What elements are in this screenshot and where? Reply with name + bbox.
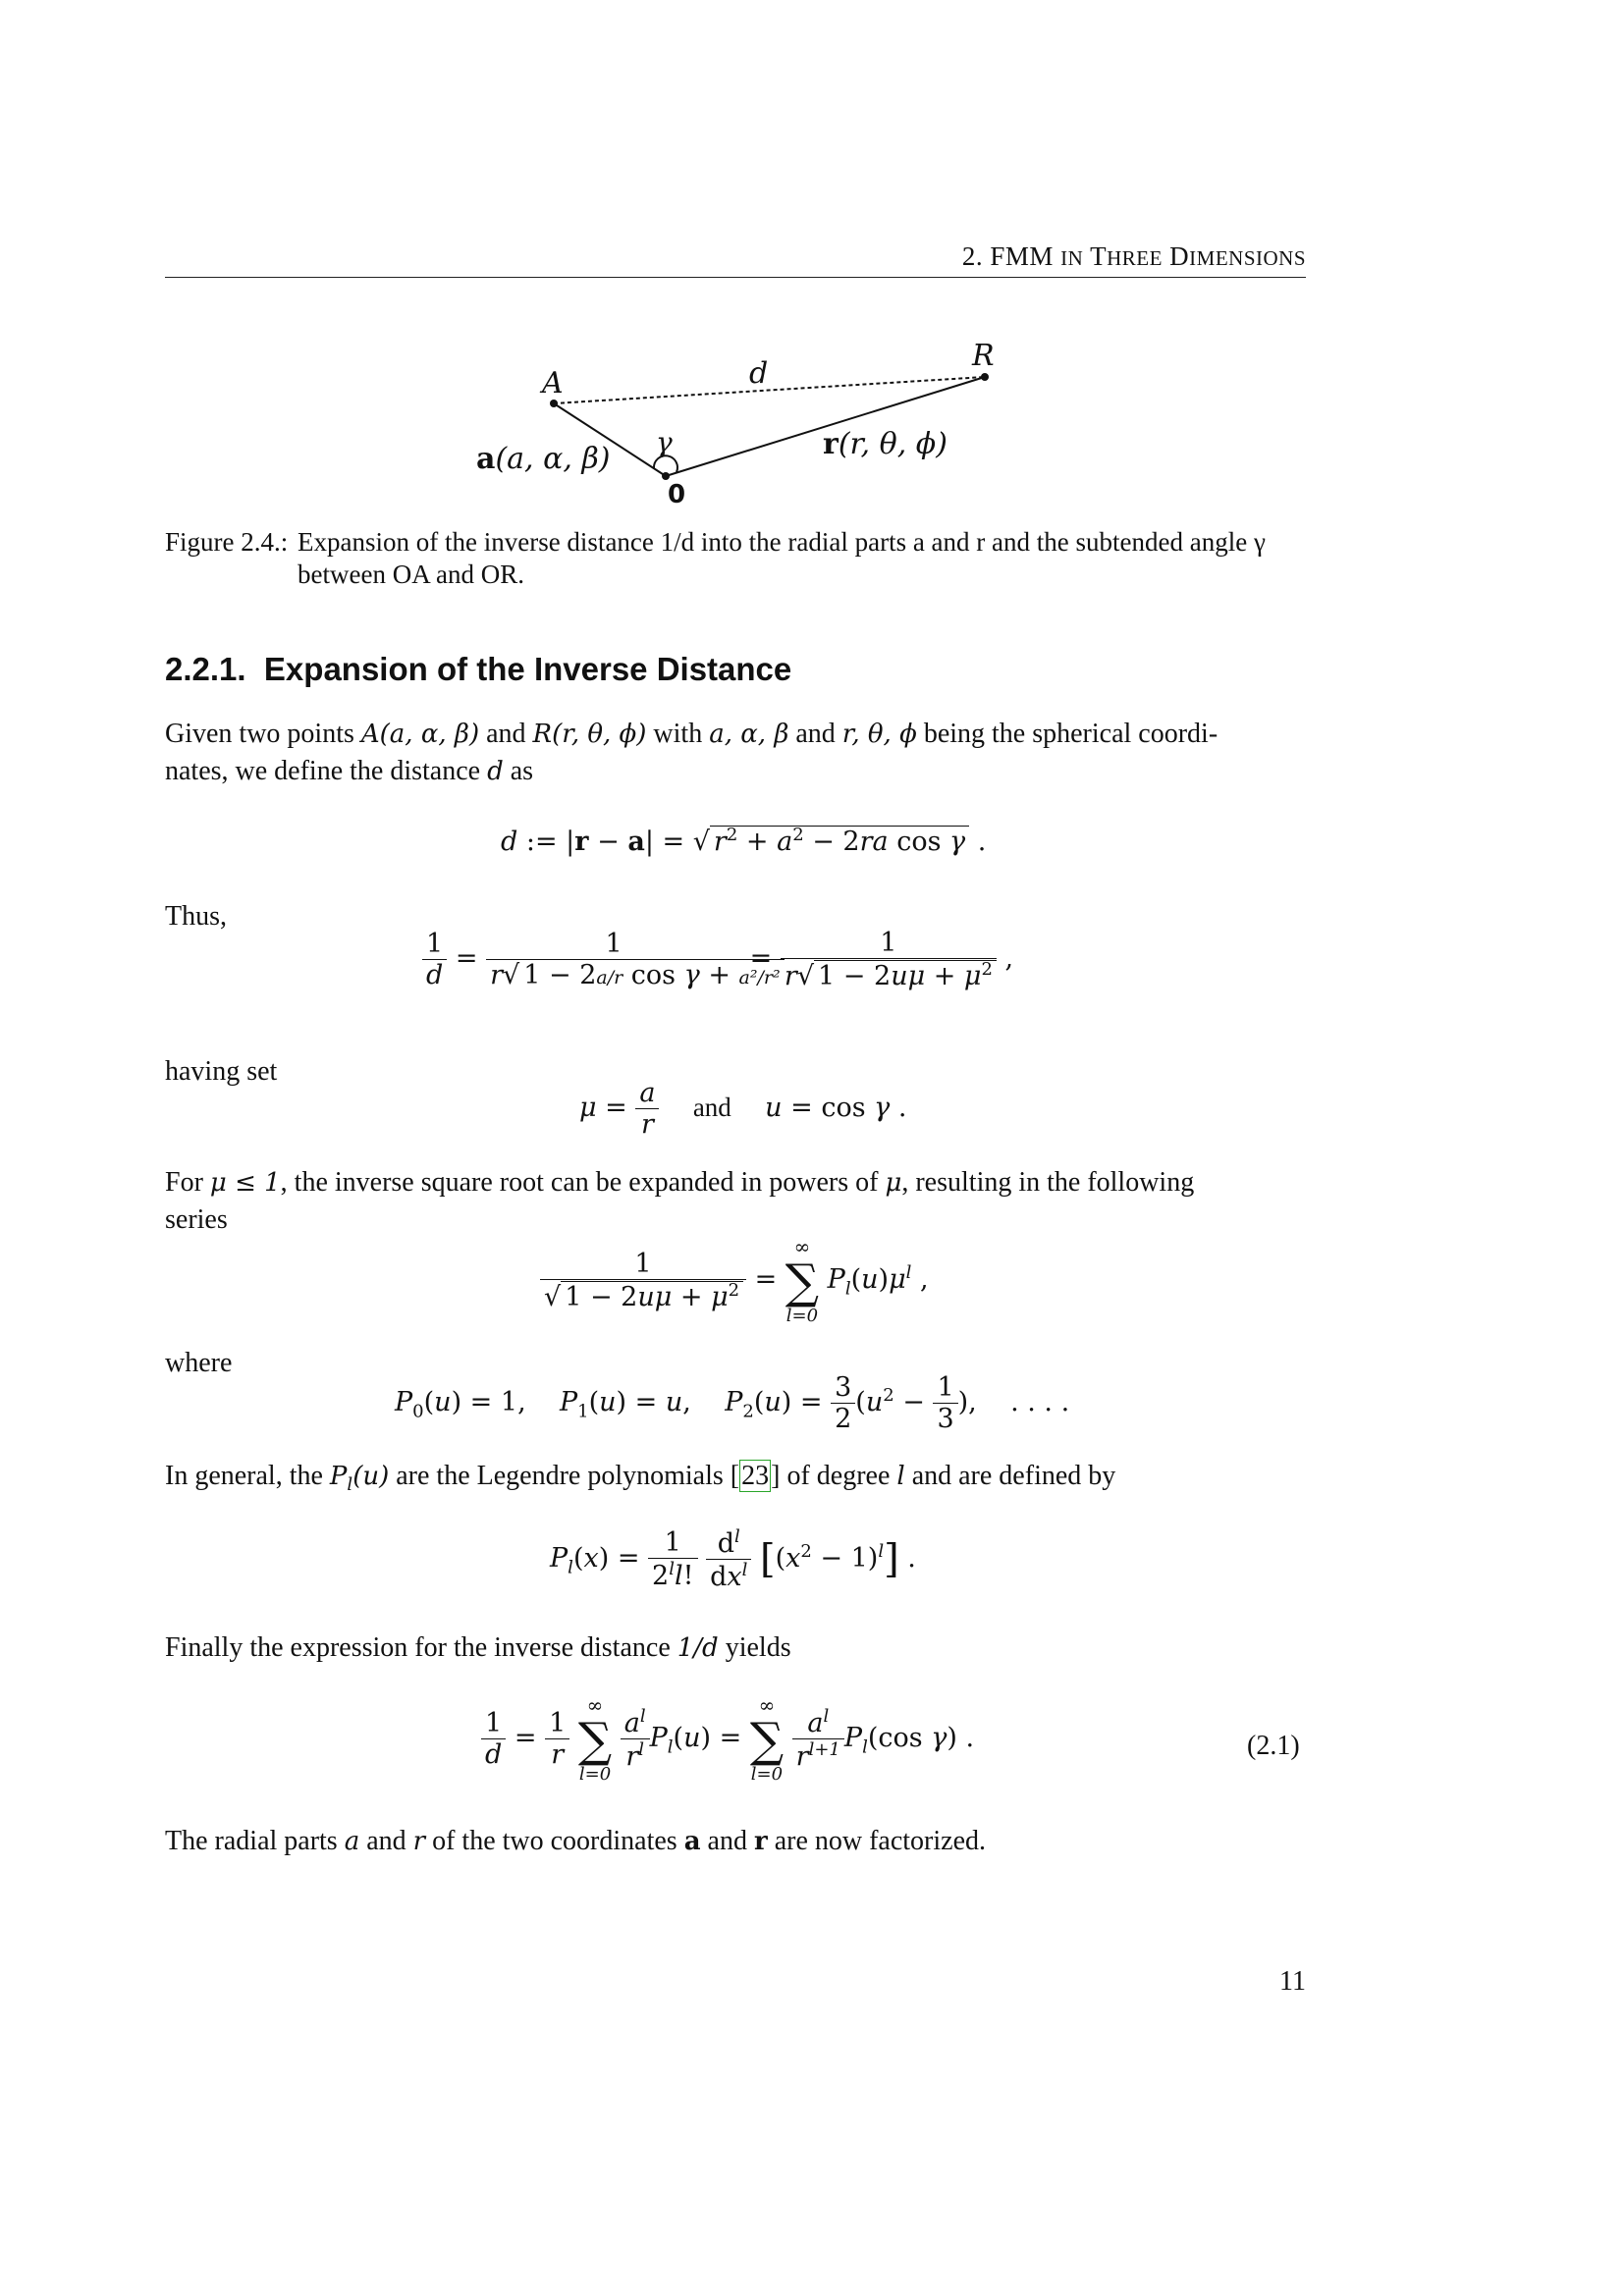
label-r-vector: r(r, θ, ϕ) xyxy=(823,427,947,461)
chapter-title-in: IN xyxy=(1060,246,1084,270)
citation-link[interactable]: 23 xyxy=(741,1461,770,1491)
section-heading xyxy=(165,651,791,688)
caption-label: Figure 2.4.: xyxy=(165,527,289,557)
label-origin: 0 xyxy=(668,480,686,509)
chapter-title-dimensions: IMENSIONS xyxy=(1189,246,1306,270)
thus-label: Thus, xyxy=(165,901,227,932)
equation-series: $\frac{1}{√ 1 - 2u\mu + \mu^2}$ = ∞ ∑ l=0 $P_l(u)\mu^l$ , xyxy=(540,1235,929,1326)
line-A-to-R xyxy=(554,377,985,403)
chapter-title-three: HREE xyxy=(1107,246,1163,270)
paragraph-3: In general, the $P_l(u)$ are the Legendre polynomials [23] of degree l and are defined by xyxy=(165,1461,1116,1496)
caption-text: Expansion of the inverse distance 1/d into the radial parts a and r and the subtended angle γ between OA and OR. xyxy=(298,527,1266,589)
running-header: 2. FMM IN THREE DIMENSIONS xyxy=(961,241,1306,271)
chapter-number: 2. xyxy=(961,241,984,271)
label-R: R xyxy=(972,339,995,373)
paragraph-2: For μ ≤ 1, the inverse square root can be expanded in powers of μ, resulting in the following series xyxy=(165,1167,1195,1235)
point-origin xyxy=(662,472,670,480)
equation-legendre-examples: $P_0(u) = 1$, $P_1(u) = u$, $P_2(u)$ = $\frac{3}{2}$ ($u^2$ − $\frac{1}{3}$ ), . . . . xyxy=(395,1372,1070,1434)
point-A xyxy=(550,400,558,407)
equation-inverse-distance: $\frac{1}{d}$ = $\frac{1}{\text{r√ 1 − 2a/r cos γ + a²/r²}}$ = $\frac{1}{r√ 1 - 2u\mu + \mu^2}$ , xyxy=(422,928,1013,991)
page-number: 11 xyxy=(1279,1966,1306,1997)
equation-rodrigues: $P_l(x)$ = $\frac{1}{2^ll!}$ $\frac{d^l}{dx^l}$ $[(x^2 - 1)^l]$ . xyxy=(550,1526,916,1592)
label-a-vector: a(a, α, β) xyxy=(476,442,611,476)
equation-number: (2.1) xyxy=(1247,1731,1300,1761)
label-gamma: γ xyxy=(656,426,673,458)
point-R xyxy=(981,373,989,381)
where-label: where xyxy=(165,1348,233,1378)
equation-2-1: $\frac{1}{d}$ = $\frac{1}{r}$ ∞ ∑ l=0 $\frac{a^l}{r^l}$ $P_l(u)$ = ∞ ∑ l=0 $\frac{a^l}{r^{l+1}}$ $P_l(\cos$ γ) . xyxy=(481,1693,974,1785)
paragraph-5: The radial parts a and r of the two coordinates a and r are now factorized. xyxy=(165,1826,987,1856)
equation-distance: d := |r − a| = √ $r^2 + a^2 - 2ra$ cos γ . xyxy=(501,825,987,857)
figure-caption xyxy=(165,526,1314,591)
paragraph-4: Finally the expression for the inverse distance 1/d yields xyxy=(165,1632,791,1663)
having-set-label: having set xyxy=(165,1056,278,1087)
equation-substitution: μ = $\frac{a}{r}$ and u = cos γ . xyxy=(579,1078,907,1140)
section-number: 2.2.1. xyxy=(165,651,246,687)
section-title: Expansion of the Inverse Distance xyxy=(263,651,792,687)
label-d: d xyxy=(749,356,769,391)
paragraph-1: Given two points A(a, α, β) and R(r, θ, ϕ) with a, α, β and r, θ, ϕ being the spherical coordi- nates, we define the distance d as xyxy=(165,719,1218,786)
figure-triangle xyxy=(452,334,1041,510)
header-rule xyxy=(165,277,1306,278)
label-A: A xyxy=(542,366,564,400)
chapter-title-fmm: FMM xyxy=(990,241,1054,271)
